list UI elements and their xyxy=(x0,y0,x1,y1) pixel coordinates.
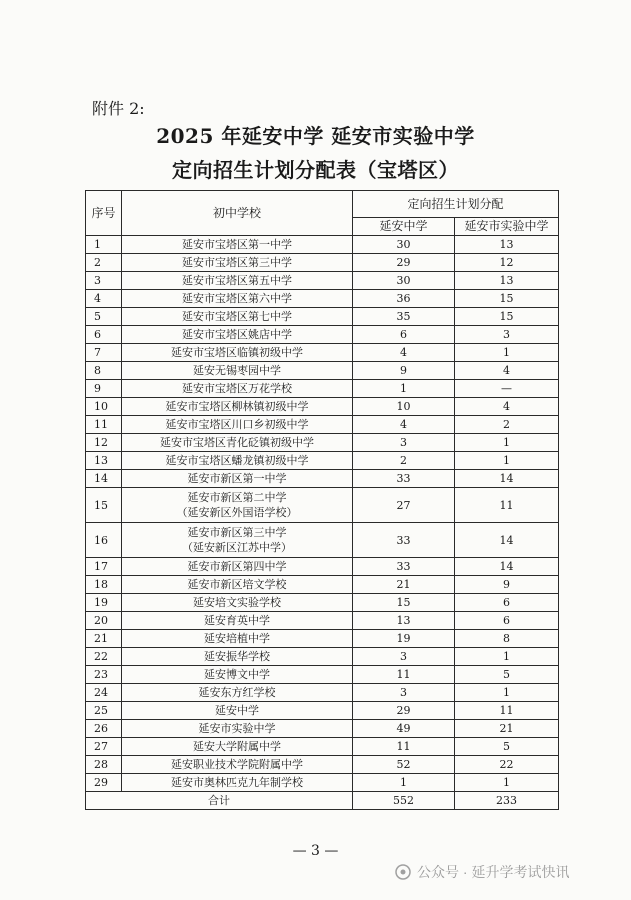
table-row xyxy=(86,558,559,576)
quota-yanan-experimental-school: 15 xyxy=(455,290,559,308)
table-row xyxy=(86,738,559,756)
watermark-text: 公众号 · 延升学考试快讯 xyxy=(417,864,570,880)
quota-yanan-middle-school: 33 xyxy=(353,523,455,558)
row-index: 16 xyxy=(86,523,122,558)
school-name-line: 延安市宝塔区青化砭镇初级中学 xyxy=(160,436,314,449)
school-name xyxy=(122,630,353,648)
total-yanan-experimental-school: 233 xyxy=(455,792,559,810)
quota-yanan-experimental-school: 12 xyxy=(455,254,559,272)
school-name xyxy=(122,254,353,272)
school-name xyxy=(122,558,353,576)
school-name xyxy=(122,774,353,792)
total-label: 合计 xyxy=(86,792,353,810)
table-row xyxy=(86,576,559,594)
document-title-line-1: 2025 年延安中学 延安市实验中学 xyxy=(156,124,475,148)
quota-yanan-middle-school: 30 xyxy=(353,272,455,290)
quota-yanan-experimental-school: 1 xyxy=(455,344,559,362)
quota-yanan-experimental-school: 6 xyxy=(455,594,559,612)
quota-yanan-middle-school: 13 xyxy=(353,612,455,630)
quota-yanan-middle-school: 1 xyxy=(353,380,455,398)
school-name-line: 延安市新区第三中学 xyxy=(187,526,287,539)
header-index: 序号 xyxy=(86,191,122,236)
table-row xyxy=(86,612,559,630)
quota-yanan-middle-school: 11 xyxy=(353,666,455,684)
school-name-line: （延安新区外国语学校） xyxy=(176,506,298,519)
school-name xyxy=(122,684,353,702)
school-name-line: 延安市奥林匹克九年制学校 xyxy=(171,776,303,789)
table-row xyxy=(86,290,559,308)
table-row xyxy=(86,308,559,326)
document-title-line-2: 定向招生计划分配表（宝塔区） xyxy=(172,158,459,182)
quota-yanan-middle-school: 49 xyxy=(353,720,455,738)
row-index: 28 xyxy=(86,756,122,774)
school-name-line: 延安职业技术学院附属中学 xyxy=(171,758,303,771)
total-yanan-middle-school: 552 xyxy=(353,792,455,810)
row-index: 11 xyxy=(86,416,122,434)
row-index: 19 xyxy=(86,594,122,612)
quota-yanan-middle-school: 29 xyxy=(353,702,455,720)
table-row xyxy=(86,434,559,452)
school-name-line: 延安市新区第二中学 xyxy=(187,491,287,504)
school-name-line: 延安市宝塔区第一中学 xyxy=(182,238,292,251)
row-index: 7 xyxy=(86,344,122,362)
school-name-line: 延安市宝塔区蟠龙镇初级中学 xyxy=(165,454,309,467)
quota-yanan-experimental-school: 5 xyxy=(455,666,559,684)
table-row xyxy=(86,416,559,434)
table-row xyxy=(86,720,559,738)
table-row xyxy=(86,452,559,470)
quota-yanan-experimental-school: 1 xyxy=(455,434,559,452)
school-name-line: 延安市宝塔区万花学校 xyxy=(182,382,292,395)
school-name xyxy=(122,308,353,326)
school-name xyxy=(122,666,353,684)
quota-yanan-experimental-school: 11 xyxy=(455,488,559,523)
school-name-line: 延安中学 xyxy=(215,704,259,717)
quota-yanan-experimental-school: 14 xyxy=(455,470,559,488)
table-body xyxy=(86,236,559,792)
school-name xyxy=(122,720,353,738)
row-index: 15 xyxy=(86,488,122,523)
quota-yanan-experimental-school: 1 xyxy=(455,684,559,702)
quota-yanan-experimental-school: 5 xyxy=(455,738,559,756)
table-row xyxy=(86,380,559,398)
school-name xyxy=(122,612,353,630)
school-name xyxy=(122,648,353,666)
quota-yanan-experimental-school: 6 xyxy=(455,612,559,630)
header-yanan-experimental-school: 延安市实验中学 xyxy=(455,218,559,236)
school-name-line: 延安市新区第四中学 xyxy=(187,560,287,573)
quota-yanan-middle-school: 4 xyxy=(353,344,455,362)
school-name xyxy=(122,398,353,416)
quota-yanan-experimental-school: 1 xyxy=(455,774,559,792)
school-name xyxy=(122,434,353,452)
row-index: 13 xyxy=(86,452,122,470)
quota-yanan-middle-school: 27 xyxy=(353,488,455,523)
quota-yanan-middle-school: 1 xyxy=(353,774,455,792)
row-index: 3 xyxy=(86,272,122,290)
table-row xyxy=(86,272,559,290)
quota-yanan-middle-school: 4 xyxy=(353,416,455,434)
quota-yanan-middle-school: 3 xyxy=(353,434,455,452)
table-row xyxy=(86,523,559,558)
row-index: 1 xyxy=(86,236,122,254)
school-name xyxy=(122,702,353,720)
school-name xyxy=(122,488,353,523)
quota-yanan-experimental-school: 3 xyxy=(455,326,559,344)
school-name-line: 延安培文实验学校 xyxy=(193,596,281,609)
quota-yanan-middle-school: 2 xyxy=(353,452,455,470)
quota-yanan-experimental-school: 13 xyxy=(455,236,559,254)
wechat-official-account-icon xyxy=(395,864,411,880)
quota-yanan-experimental-school: 4 xyxy=(455,398,559,416)
quota-yanan-middle-school: 21 xyxy=(353,576,455,594)
school-name-line: 延安东方红学校 xyxy=(198,686,276,699)
school-name xyxy=(122,326,353,344)
school-name-line: 延安市宝塔区姚店中学 xyxy=(182,328,292,341)
quota-yanan-middle-school: 9 xyxy=(353,362,455,380)
table-row xyxy=(86,236,559,254)
table-row xyxy=(86,362,559,380)
school-name xyxy=(122,344,353,362)
quota-yanan-middle-school: 30 xyxy=(353,236,455,254)
quota-yanan-middle-school: 19 xyxy=(353,630,455,648)
school-name-line: 延安市宝塔区第三中学 xyxy=(182,256,292,269)
school-name xyxy=(122,523,353,558)
table-row xyxy=(86,702,559,720)
quota-yanan-experimental-school: 15 xyxy=(455,308,559,326)
school-name xyxy=(122,452,353,470)
school-name-line: 延安大学附属中学 xyxy=(193,740,281,753)
school-name-line: 延安市新区培文学校 xyxy=(187,578,287,591)
school-name xyxy=(122,416,353,434)
school-name xyxy=(122,594,353,612)
quota-yanan-experimental-school: 21 xyxy=(455,720,559,738)
row-index: 2 xyxy=(86,254,122,272)
watermark xyxy=(395,862,569,882)
quota-yanan-experimental-school: 22 xyxy=(455,756,559,774)
table-row xyxy=(86,488,559,523)
school-name-line: （延安新区江苏中学） xyxy=(182,541,292,554)
table-row xyxy=(86,398,559,416)
attachment-label: 附件 2: xyxy=(92,99,145,118)
quota-yanan-experimental-school: 8 xyxy=(455,630,559,648)
school-name-line: 延安博文中学 xyxy=(204,668,270,681)
row-index: 25 xyxy=(86,702,122,720)
row-index: 14 xyxy=(86,470,122,488)
page-number: — 3 — xyxy=(292,843,339,859)
header-plan-group: 定向招生计划分配 xyxy=(353,191,559,218)
table-row xyxy=(86,470,559,488)
quota-yanan-middle-school: 6 xyxy=(353,326,455,344)
school-name xyxy=(122,362,353,380)
quota-yanan-middle-school: 10 xyxy=(353,398,455,416)
school-name-line: 延安市新区第一中学 xyxy=(187,472,287,485)
school-name-line: 延安市宝塔区川口乡初级中学 xyxy=(165,418,309,431)
school-name-line: 延安市宝塔区柳林镇初级中学 xyxy=(165,400,309,413)
row-index: 17 xyxy=(86,558,122,576)
header-school: 初中学校 xyxy=(122,191,353,236)
school-name xyxy=(122,470,353,488)
quota-yanan-experimental-school: 13 xyxy=(455,272,559,290)
row-index: 20 xyxy=(86,612,122,630)
school-name-line: 延安市宝塔区第五中学 xyxy=(182,274,292,287)
school-name-line: 延安培植中学 xyxy=(204,632,270,645)
school-name-line: 延安振华学校 xyxy=(204,650,270,663)
row-index: 9 xyxy=(86,380,122,398)
quota-yanan-middle-school: 3 xyxy=(353,684,455,702)
header-yanan-middle-school: 延安中学 xyxy=(353,218,455,236)
school-name xyxy=(122,756,353,774)
quota-yanan-experimental-school: — xyxy=(455,380,559,398)
quota-yanan-middle-school: 11 xyxy=(353,738,455,756)
school-name-line: 延安市宝塔区临镇初级中学 xyxy=(171,346,303,359)
row-index: 24 xyxy=(86,684,122,702)
quota-yanan-middle-school: 3 xyxy=(353,648,455,666)
table-row xyxy=(86,594,559,612)
quota-yanan-middle-school: 33 xyxy=(353,470,455,488)
row-index: 4 xyxy=(86,290,122,308)
school-name xyxy=(122,380,353,398)
table-row xyxy=(86,254,559,272)
table-row xyxy=(86,326,559,344)
quota-yanan-experimental-school: 14 xyxy=(455,523,559,558)
quota-yanan-experimental-school: 11 xyxy=(455,702,559,720)
school-name-line: 延安市实验中学 xyxy=(198,722,276,735)
quota-yanan-middle-school: 36 xyxy=(353,290,455,308)
row-index: 22 xyxy=(86,648,122,666)
school-name-line: 延安市宝塔区第七中学 xyxy=(182,310,292,323)
row-index: 23 xyxy=(86,666,122,684)
row-index: 5 xyxy=(86,308,122,326)
allocation-table xyxy=(85,190,559,810)
quota-yanan-experimental-school: 14 xyxy=(455,558,559,576)
table-row xyxy=(86,774,559,792)
quota-yanan-middle-school: 15 xyxy=(353,594,455,612)
school-name-line: 延安育英中学 xyxy=(204,614,270,627)
quota-yanan-middle-school: 29 xyxy=(353,254,455,272)
quota-yanan-experimental-school: 1 xyxy=(455,452,559,470)
quota-yanan-experimental-school: 1 xyxy=(455,648,559,666)
quota-yanan-experimental-school: 4 xyxy=(455,362,559,380)
table-row xyxy=(86,756,559,774)
row-index: 6 xyxy=(86,326,122,344)
quota-yanan-experimental-school: 9 xyxy=(455,576,559,594)
table-row xyxy=(86,648,559,666)
table-row xyxy=(86,684,559,702)
table-row xyxy=(86,630,559,648)
quota-yanan-middle-school: 52 xyxy=(353,756,455,774)
quota-yanan-middle-school: 35 xyxy=(353,308,455,326)
quota-yanan-experimental-school: 2 xyxy=(455,416,559,434)
row-index: 10 xyxy=(86,398,122,416)
row-index: 26 xyxy=(86,720,122,738)
school-name-line: 延安无锡枣园中学 xyxy=(193,364,281,377)
school-name xyxy=(122,576,353,594)
row-index: 8 xyxy=(86,362,122,380)
row-index: 12 xyxy=(86,434,122,452)
row-index: 21 xyxy=(86,630,122,648)
school-name xyxy=(122,236,353,254)
table-row xyxy=(86,666,559,684)
school-name-line: 延安市宝塔区第六中学 xyxy=(182,292,292,305)
row-index: 27 xyxy=(86,738,122,756)
quota-yanan-middle-school: 33 xyxy=(353,558,455,576)
row-index: 18 xyxy=(86,576,122,594)
school-name xyxy=(122,290,353,308)
row-index: 29 xyxy=(86,774,122,792)
school-name xyxy=(122,272,353,290)
table-row xyxy=(86,344,559,362)
school-name xyxy=(122,738,353,756)
